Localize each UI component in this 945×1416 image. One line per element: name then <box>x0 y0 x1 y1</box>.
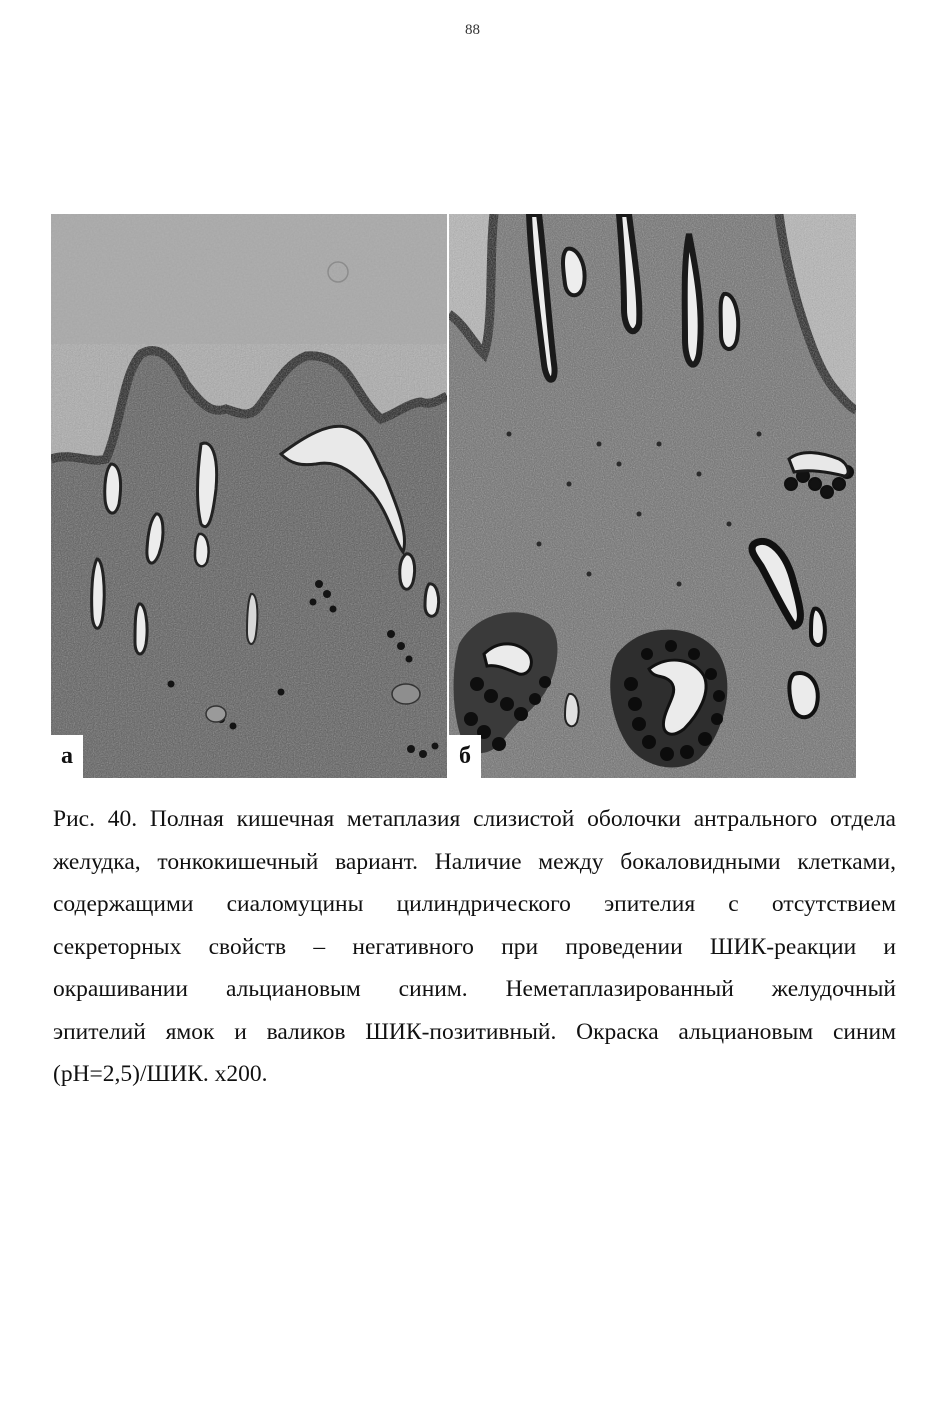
panel-label-b: б <box>449 735 481 778</box>
figure-caption <box>53 798 896 1096</box>
caption-line: эпителий ямок и валиков ШИК-позитивный. Окраска альциановым синим <box>53 1018 896 1045</box>
caption-line: (рН=2,5)/ШИК. х200. <box>53 1061 268 1087</box>
caption-line: Рис. 40. Полная кишечная метаплазия слизистой оболочки антрального отдела <box>53 806 896 832</box>
caption-line: содержащими сиаломуцины цилиндрического эпителия с отсутствием <box>53 891 896 917</box>
micrograph-b-image <box>449 214 856 778</box>
figure-panel-b <box>449 214 856 778</box>
micrograph-a-image <box>51 214 447 778</box>
panel-label-a: а <box>51 735 83 778</box>
figure-panel-a <box>51 214 447 778</box>
caption-line: секреторных свойств – негативного при проведении ШИК-реакции и <box>53 933 896 960</box>
caption-line: окрашивании альциановым синим. Неметаплазированный желудочный <box>53 976 896 1002</box>
page-number: 88 <box>465 22 480 38</box>
figure <box>51 214 856 778</box>
caption-line: желудка, тонкокишечный вариант. Наличие между бокаловидными клетками, <box>53 848 896 875</box>
